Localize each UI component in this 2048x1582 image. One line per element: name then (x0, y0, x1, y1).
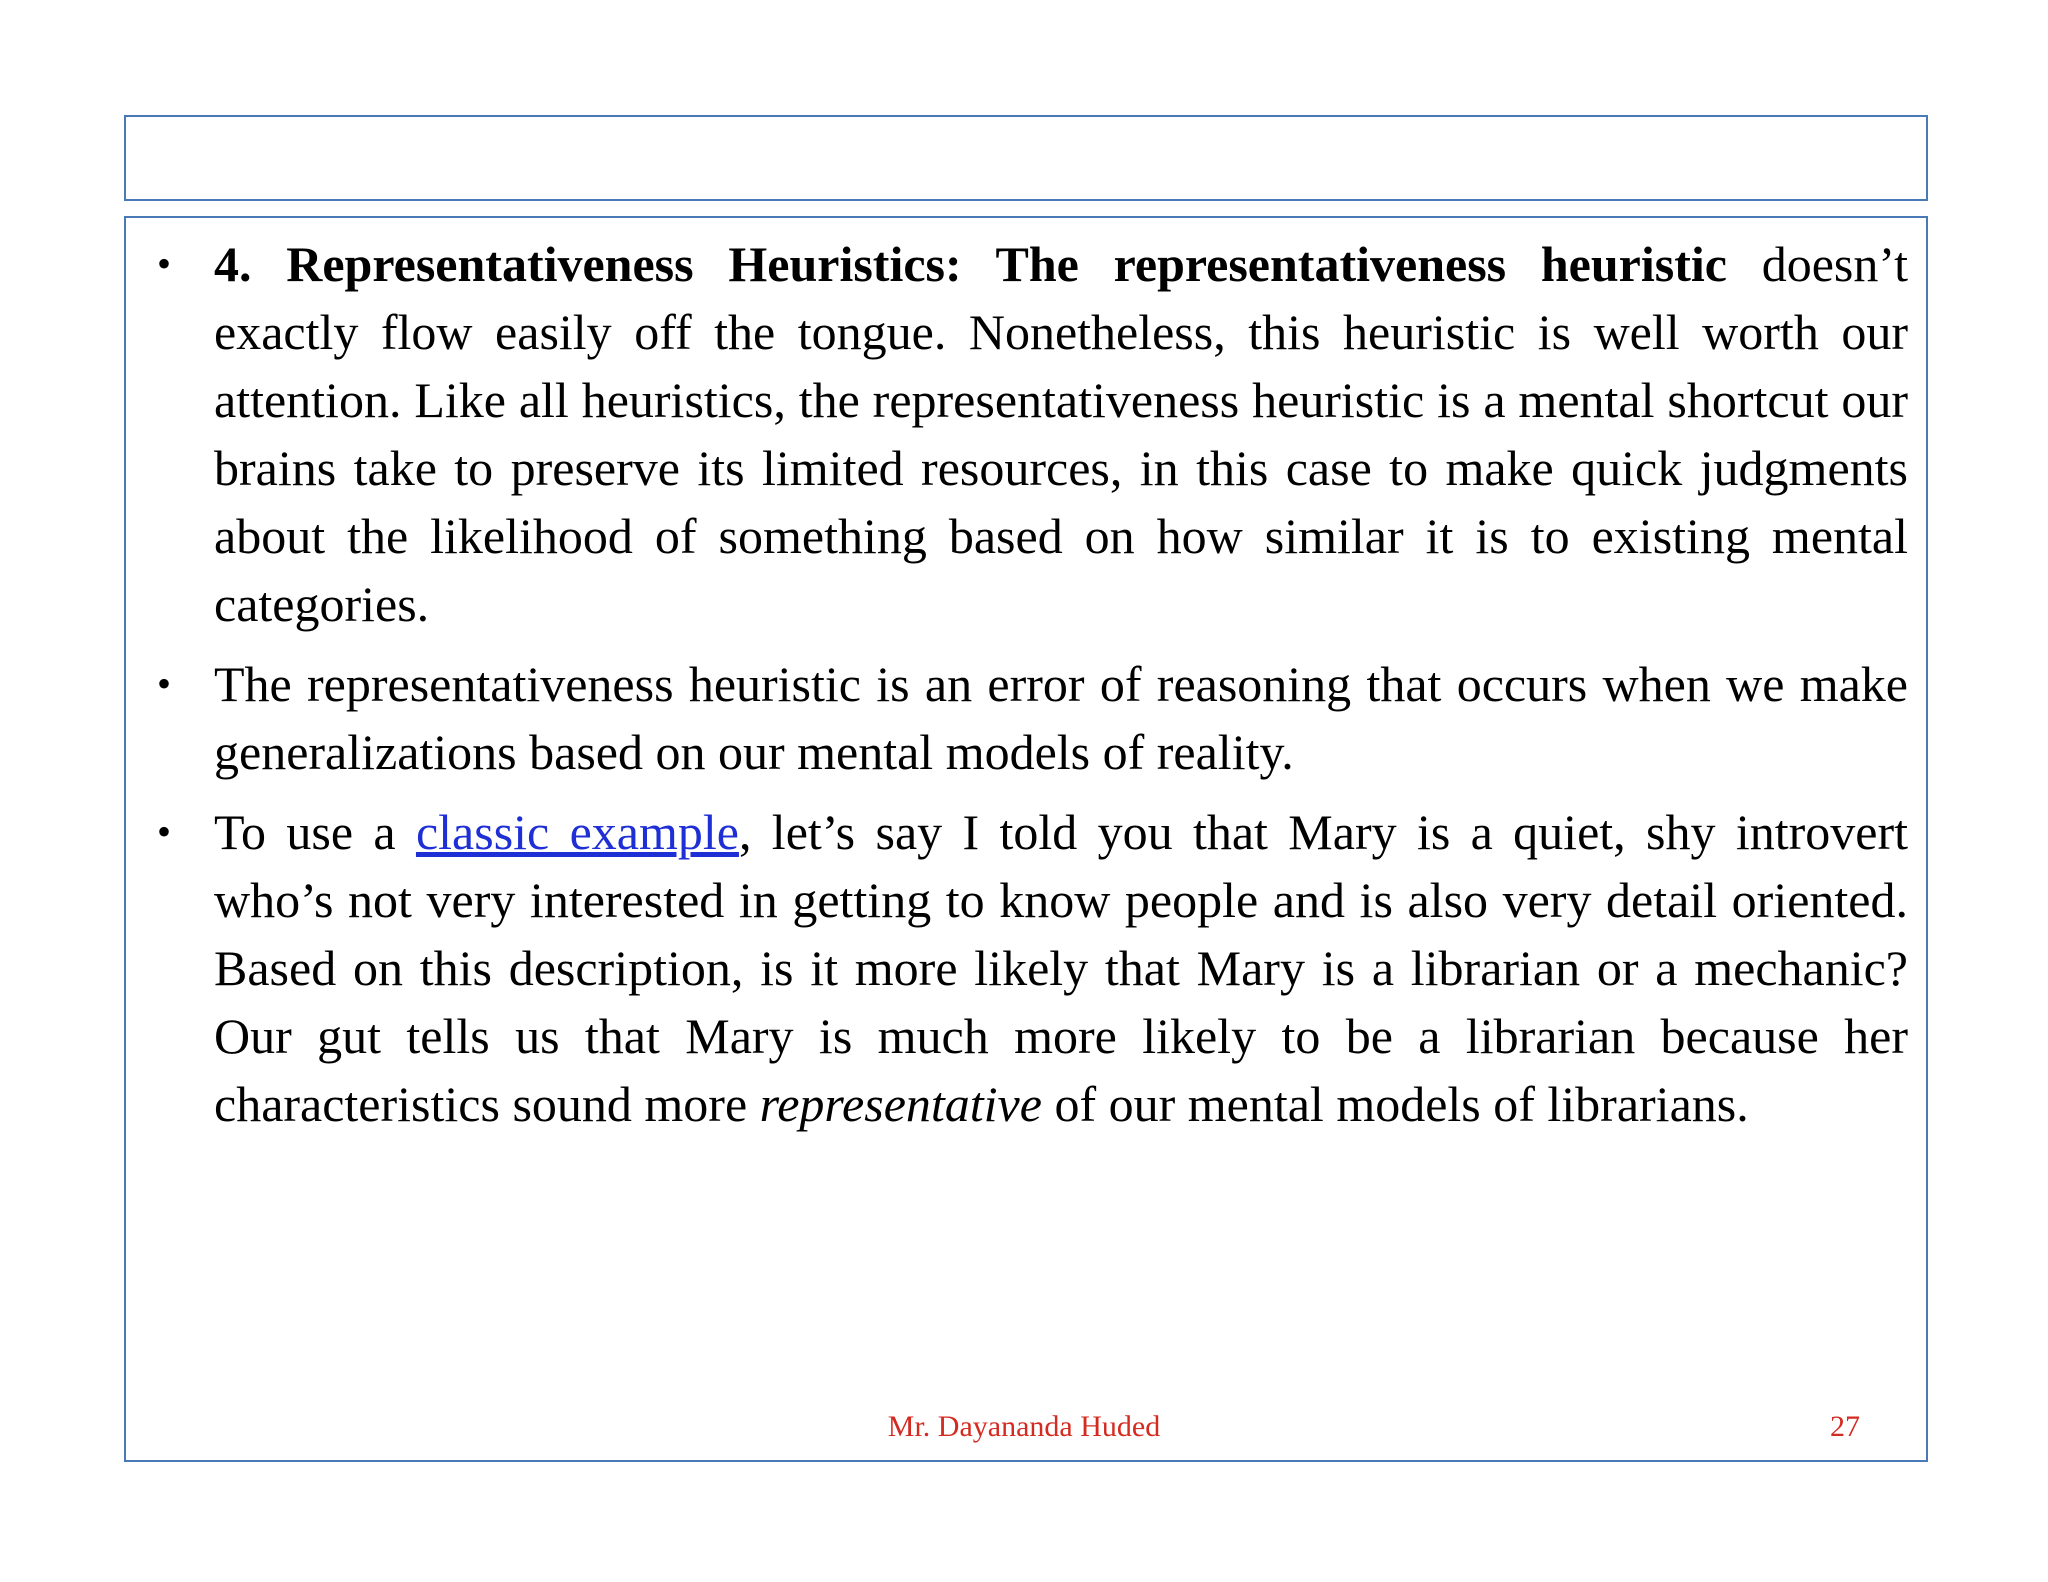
bullet-text-start: To use a (214, 804, 416, 860)
bullet-text-middle: , let’s say I told you that Mary is a quiet, shy introvert who’s not very interested in getting to know people and is also very detail oriented. Based on this description, is it more likely that Mary is a librarian or a mechanic? Our gut tells us that Mary is much more likely to be a librarian because her characteristics sound more (214, 804, 1908, 1132)
bullet-list (156, 230, 1908, 1150)
footer-page-number: 27 (1830, 1410, 1860, 1443)
bullet-item-classic-example (156, 798, 1908, 1138)
bullet-italic-term: representative (759, 1076, 1042, 1132)
bullet-text: doesn’t exactly flow easily off the tongue. Nonetheless, this heuristic is well worth our attention. Like all heuristics, the representativeness heuristic is a mental shortcut our brains take to preserve its limited resources, in this case to make quick judgments about the likelihood of something based on how similar it is to existing mental categories. (214, 236, 1908, 632)
bullet-heading: 4. Representativeness Heuristics: The representativeness heuristic (214, 236, 1727, 292)
bullet-item-representativeness-heuristics (156, 230, 1908, 638)
classic-example-link[interactable]: classic example (415, 804, 739, 860)
bullet-marker: • (156, 241, 171, 286)
bullet-marker: • (156, 661, 171, 706)
bullet-text: The representativeness heuristic is an error of reasoning that occurs when we make generalizations based on our mental models of reality. (214, 656, 1908, 780)
bullet-item-error-of-reasoning (156, 650, 1908, 786)
footer-author: Mr. Dayananda Huded (887, 1410, 1161, 1443)
bullet-marker: • (156, 809, 171, 854)
bullet-text-end: of our mental models of librarians. (1041, 1076, 1749, 1132)
slide-title-box (124, 115, 1928, 201)
